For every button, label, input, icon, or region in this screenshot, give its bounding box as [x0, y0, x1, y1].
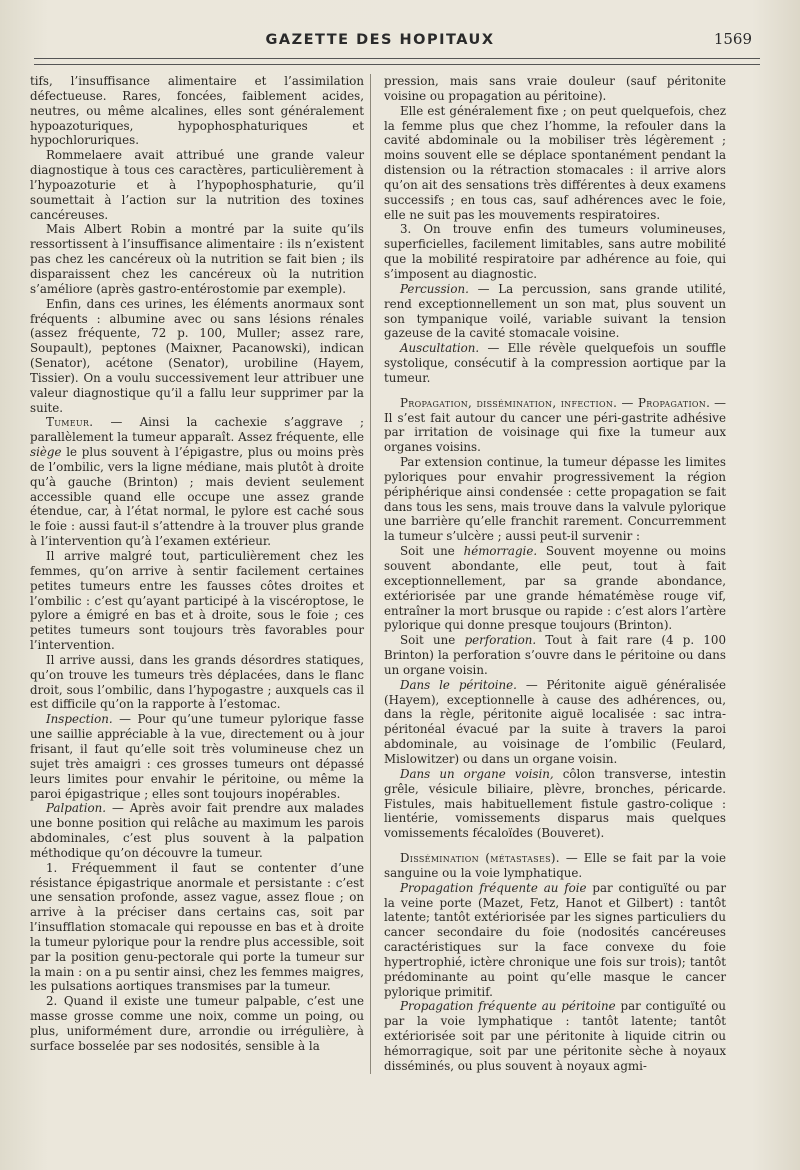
paragraph-text: pression, mais sans vraie douleur (sauf péritonite voisine ou propagation au péritoine). [384, 74, 726, 103]
paragraph-lead: Dans un organe voisin, [400, 766, 554, 781]
paragraph-text: tifs, l’insuffisance alimentaire et l’assimilation défectueuse. Rares, foncées, faiblement acides, neutres, ou même alcalines, elles sont généralement hypoazoturiques, hypophosphaturiques et hypochloruriques. [30, 74, 364, 148]
paragraph [384, 455, 726, 544]
emphasis: hémorragie. [463, 544, 538, 559]
paragraph [30, 712, 364, 801]
paragraph-text: — Elle révèle quelquefois un souffle systolique, consécutif à la compression aortique par la tumeur. [384, 341, 726, 385]
paragraph-text-continued: Souvent moyenne ou moins souvent abondante, elle peut, tout à fait exceptionnellement, par sa grande abondance, extériorisée par une grande hématémèse rouge vif, entraîner la mort brusque ou rapide : c’est alors l’artère pylorique qui donne presque toujours (Brinton). [384, 544, 726, 633]
paragraph-text: — Pour qu’une tumeur pylorique fasse une saillie appréciable à la vue, directement ou à jour frisant, il faut qu’elle soit très volumineuse chez un sujet très amaigri : ces grosses tumeurs ont dépassé leurs limites pour envahir le péritoine, ou même la paroi épigastrique ; elles sont toujours inopérables. [30, 712, 364, 801]
page-number: 1569 [713, 30, 752, 48]
paragraph-lead: Dissémination (métastases). [400, 851, 560, 866]
paragraph-text: — Ainsi la cachexie s’aggrave ; parallèlement la tumeur apparaît. Assez fréquente, elle [30, 415, 364, 445]
paragraph-text: 2. Quand il existe une tumeur palpable, c’est une masse grosse comme une noix, comme un poing, ou plus, uniformément dure, arrondie ou irrégulière, à surface bosselée par ses nodosités, sensible à la [30, 994, 364, 1053]
paragraph-lead: Auscultation. [400, 341, 480, 356]
header-rule-thin [34, 64, 760, 65]
journal-title: GAZETTE DES HOPITAUX [265, 32, 495, 48]
paragraph [384, 999, 726, 1073]
paragraph [384, 544, 726, 633]
paragraph-text: Il arrive aussi, dans les grands désordres statiques, qu’on trouve les tumeurs très déplacées, dans le flanc droit, sous l’ombilic, dans l’hypogastre ; auxquels cas il est difficile qu’on la rapporte à l’estomac. [30, 652, 364, 712]
paragraph [384, 104, 726, 223]
paragraph [30, 297, 364, 416]
paragraph-lead: Propagation, dissémination, infection. — Propagation. [400, 395, 711, 410]
paragraph [384, 767, 726, 841]
paragraph-text-continued: Tout à fait rare (4 p. 100 Brinton) la perforation s’ouvre dans le péritoine ou dans un organe voisin. [384, 633, 726, 677]
paragraph-lead: Percussion. [400, 281, 469, 296]
paragraph [30, 653, 364, 712]
paragraph [30, 74, 364, 148]
column-divider [370, 74, 371, 1074]
paragraph [30, 861, 364, 995]
paragraph [384, 222, 726, 281]
right-column [384, 74, 726, 1074]
paragraph-text: — Après avoir fait prendre aux malades une bonne position qui relâche au maximum les parois abdominales, c’est plus souvent à la palpation méthodique qu’on découvre la tumeur. [30, 801, 364, 860]
paragraph-text: Soit une [400, 633, 465, 648]
paragraph-text: Soit une [400, 544, 464, 559]
paragraph [30, 549, 364, 653]
left-column [30, 74, 364, 1054]
paragraph-text: Il arrive malgré tout, particulièrement chez les femmes, qu’on arrive à sentir facilement certaines petites tumeurs entre les fausses côtes droites et l’ombilic : c’est qu’ayant participé à la viscéroptose, le pylore a émigré en bas et à droite, sous le foie ; ces petites tumeurs sont toujours très favorables pour l’intervention. [30, 549, 364, 653]
paragraph-text: par contiguïté ou par la voie lymphatique : tantôt latente; tantôt extériorisée soit par une péritonite à liquide citrin ou hémorragique, soit par une péritonite sèche à noyaux disséminés, ou plus souvent à noyaux agmi- [384, 999, 726, 1073]
paragraph-lead: Propagation fréquente au foie [400, 880, 587, 895]
paragraph-text: Elle est généralement fixe ; on peut quelquefois, chez la femme plus que chez l’homme, la refouler dans la cavité abdominale ou la mobiliser très légèrement ; moins souvent elle se déplace spontanément pendant la distension ou la rétraction stomacales : il arrive alors qu’on ait des sensations très différentes à deux examens successifs ; en tous cas, sauf adhérences avec le foie, elle ne suit pas les mouvements respiratoires. [384, 103, 726, 222]
paragraph-text: Par extension continue, la tumeur dépasse les limites pyloriques pour envahir progressivement la région périphérique ainsi condensée : cette propagation se fait dans tous les sens, mais trouve dans la valvule pylorique une barrière qu’elle franchit rarement. Concurremment la tumeur s’ulcère ; aussi peut-il survenir : [384, 455, 726, 544]
emphasis: siège [30, 445, 62, 460]
paragraph-lead: Tumeur. [46, 415, 94, 430]
paragraph [30, 994, 364, 1053]
paragraph-text: — Il s’est fait autour du cancer une péri-gastrite adhésive par irritation de voisinage qui fixe la tumeur aux organes voisins. [384, 395, 727, 455]
paragraph-text-continued: le plus souvent à l’épigastre, plus ou moins près de l’ombilic, vers la ligne médiane, mais plutôt à droite qu’à gauche (Brinton) ; mais devient seulement accessible quand elle occupe une assez grande étendue, car, à l’état normal, le pylore est caché sous le foie : aussi faut-il s’attendre à la trouver plus grande à l’intervention qu’à l’examen extérieur. [30, 445, 364, 549]
paragraph-text: côlon transverse, intestin grêle, vésicule biliaire, plèvre, bronches, péricarde. Fistules, mais habituellement fistule gastro-colique : lientérie, vomissements disparus mais quelques vomissements fécaloïdes (Bouveret). [384, 766, 726, 841]
paragraph-text: — Elle se fait par la voie sanguine ou la voie lymphatique. [384, 851, 726, 880]
paragraph-text: Mais Albert Robin a montré par la suite qu’ils ressortissent à l’insuffisance alimentaire : ils n’existent pas chez les cancéreux où la nutrition se fait bien ; ils disparaissent chez les cancéreux où la nutrition s’améliore (après gastro-entérostomie par exemple). [30, 222, 364, 296]
paragraph [30, 801, 364, 860]
paragraph-text: Enfin, dans ces urines, les éléments anormaux sont fréquents : albumine avec ou sans lésions rénales (assez fréquente, 72 p. 100, Muller; assez rare, Soupault), peptones (Maixner, Pacanowski), indican (Senator), acétone (Senator), urobiline (Hayem, Tissier). On a voulu successivement leur attribuer une valeur diagnostique qu’il a fallu leur supprimer par la suite. [30, 296, 364, 415]
emphasis: perforation. [464, 633, 537, 648]
paragraph [30, 415, 364, 549]
paragraph [384, 74, 726, 104]
paragraph-lead: Inspection. [46, 712, 113, 727]
paragraph [384, 396, 726, 455]
paragraph-text: — La percussion, sans grande utilité, rend exceptionnellement un son mat, plus souvent un son tympanique voilé, variable suivant la tension gazeuse de la cavité stomacale voisine. [384, 281, 726, 341]
paragraph [384, 633, 726, 678]
paragraph-lead: Palpation. [46, 801, 106, 816]
paragraph-text: par contiguïté ou par la veine porte (Mazet, Fetz, Hanot et Gilbert) : tantôt latente; tantôt extériorisée par les signes particuliers du cancer secondaire du foie (nodosités cancéreuses caractéristiques sur la face convexe du foie hypertrophié, ictère chronique une fois sur trois); tantôt prédominante au point qu’elle masque le cancer pylorique primitif. [384, 880, 726, 999]
paragraph [30, 222, 364, 296]
paragraph-lead: Propagation fréquente au péritoine [400, 999, 616, 1014]
header-rule [34, 58, 760, 59]
page-header [0, 30, 800, 56]
paragraph [384, 851, 726, 881]
paragraph [384, 282, 726, 341]
paragraph [30, 148, 364, 222]
paragraph-text: 3. On trouve enfin des tumeurs volumineuses, superficielles, facilement limitables, sans autre mobilité que la mobilité respiratoire par adhérence au foie, qui s’imposent au diagnostic. [384, 222, 726, 281]
paragraph-text: Rommelaere avait attribué une grande valeur diagnostique à tous ces caractères, particulièrement à l’hypoazoturie et à l’hypophosphaturie, qu’il soumettait à l’action sur la nutrition des toxines cancéreuses. [30, 148, 364, 222]
paragraph [384, 881, 726, 1000]
paragraph [384, 678, 726, 767]
paragraph-lead: Dans le péritoine. [400, 677, 517, 692]
paragraph-text: 1. Fréquemment il faut se contenter d’une résistance épigastrique anormale et persistante : c’est une sensation profonde, assez vague, assez floue ; on arrive à la préciser dans certains cas, soit par l’insufflation stomacale qui repousse en bas et à droite la tumeur pylorique pour la rendre plus accessible, soit par la position genu-pectorale qui porte la tumeur sur la main : on a pu sentir ainsi, chez les femmes maigres, les pulsations aortiques transmises par la tumeur. [30, 860, 364, 994]
paragraph [384, 341, 726, 386]
paragraph-text: — Péritonite aiguë généralisée (Hayem), exceptionnelle à cause des adhérences, ou, dans la règle, péritonite aiguë localisée : sac intra-péritonéal évacué par la suite à travers la paroi abdominale, au voisinage de l’ombilic (Feulard, Mislowitzer) ou dans un organe voisin. [384, 677, 726, 766]
